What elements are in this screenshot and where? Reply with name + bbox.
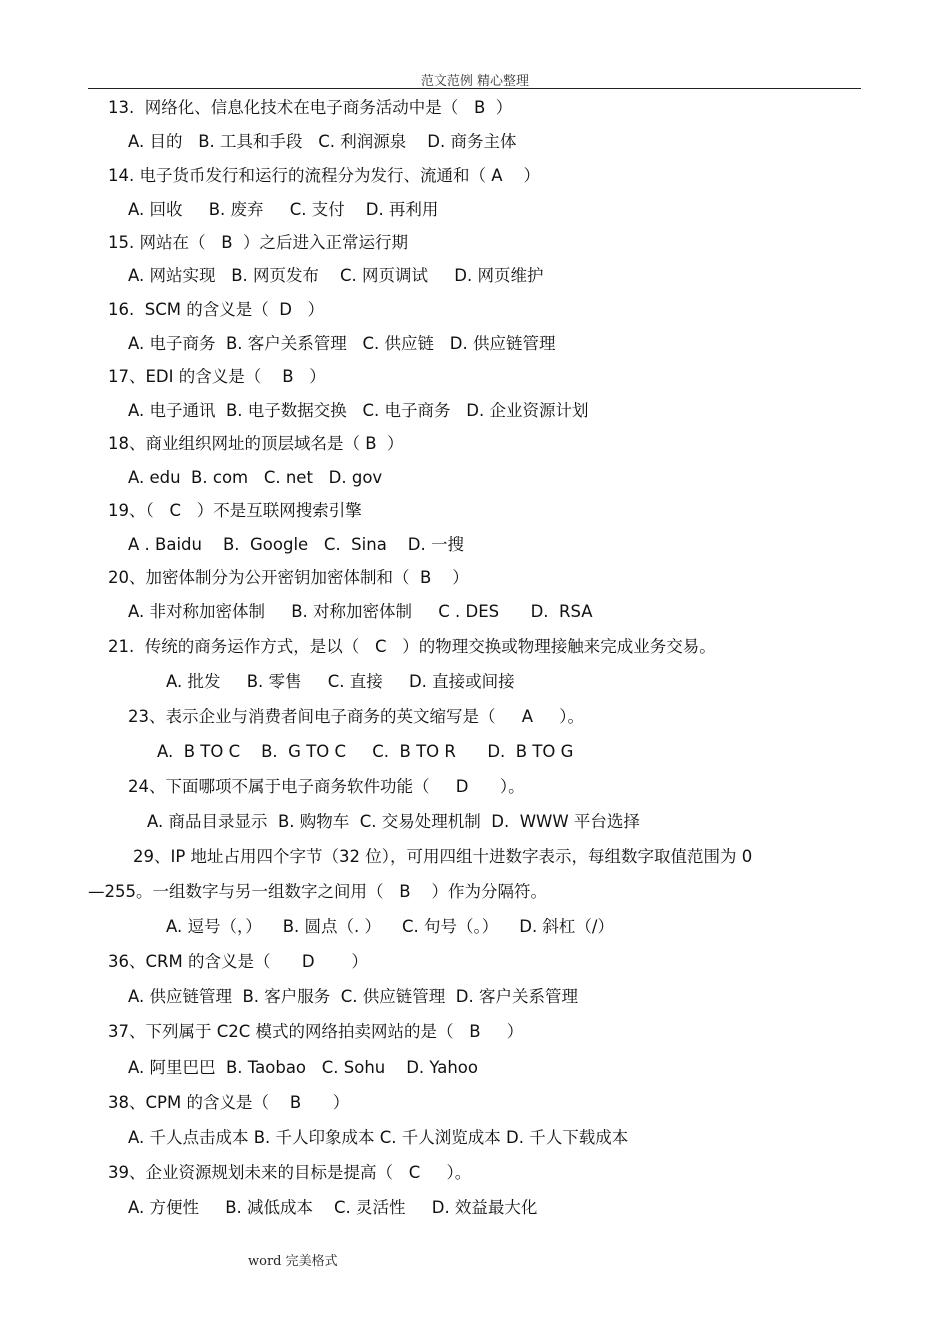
- options-17: A. 电子通讯 B. 电子数据交换 C. 电子商务 D. 企业资源计划: [128, 401, 589, 420]
- options-18: A. edu B. com C. net D. gov: [128, 468, 383, 487]
- options-13: A. 目的 B. 工具和手段 C. 利润源泉 D. 商务主体: [128, 132, 517, 151]
- options-36: A. 供应链管理 B. 客户服务 C. 供应链管理 D. 客户关系管理: [128, 987, 578, 1006]
- options-24: A. 商品目录显示 B. 购物车 C. 交易处理机制 D. WWW 平台选择: [147, 812, 640, 831]
- question-14: 14. 电子货币发行和运行的流程分为发行、流通和（ A ）: [108, 166, 540, 185]
- options-23: A. B TO C B. G TO C C. B TO R D. B TO G: [157, 742, 574, 761]
- options-29: A. 逗号（，） B. 圆点（. ） C. 句号（。） D. 斜杠（/）: [166, 917, 614, 936]
- page-footer: word 完美格式: [248, 1254, 338, 1269]
- options-14: A. 回收 B. 废弃 C. 支付 D. 再利用: [128, 200, 439, 219]
- header-rule: [88, 88, 861, 89]
- options-39: A. 方便性 B. 减低成本 C. 灵活性 D. 效益最大化: [128, 1198, 538, 1217]
- question-39: 39、企业资源规划未来的目标是提高（ C ）。: [108, 1163, 472, 1182]
- question-29-cont: —255。一组数字与另一组数字之间用（ B ）作为分隔符。: [88, 882, 548, 901]
- question-19: 19、（ C ）不是互联网搜索引擎: [108, 501, 362, 520]
- question-29: 29、IP 地址占用四个字节（32 位），可用四组十进数字表示，每组数字取值范围为 0: [133, 847, 753, 866]
- options-38: A. 千人点击成本 B. 千人印象成本 C. 千人浏览成本 D. 千人下载成本: [128, 1128, 629, 1147]
- options-16: A. 电子商务 B. 客户关系管理 C. 供应链 D. 供应链管理: [128, 334, 556, 353]
- question-18: 18、商业组织网址的顶层域名是（ B ）: [108, 434, 404, 453]
- question-15: 15. 网站在（ B ）之后进入正常运行期: [108, 233, 409, 252]
- question-20: 20、加密体制分为公开密钥加密体制和（ B ）: [108, 568, 469, 587]
- question-37: 37、下列属于 C2C 模式的网络拍卖网站的是（ B ）: [108, 1022, 524, 1041]
- question-16: 16. SCM 的含义是（ D ）: [108, 300, 325, 319]
- options-19: A . Baidu B. Google C. Sina D. 一搜: [128, 535, 464, 554]
- options-20: A. 非对称加密体制 B. 对称加密体制 C . DES D. RSA: [128, 602, 593, 621]
- options-37: A. 阿里巴巴 B. Taobao C. Sohu D. Yahoo: [128, 1058, 478, 1077]
- question-38: 38、CPM 的含义是（ B ）: [108, 1093, 350, 1112]
- question-36: 36、CRM 的含义是（ D ）: [108, 952, 368, 971]
- page-header: 范文范例 精心整理: [420, 74, 530, 89]
- options-15: A. 网站实现 B. 网页发布 C. 网页调试 D. 网页维护: [128, 266, 544, 285]
- question-13: 13. 网络化、信息化技术在电子商务活动中是（ B ）: [108, 98, 513, 117]
- question-21: 21. 传统的商务运作方式，是以（ C ）的物理交换或物理接触来完成业务交易。: [108, 637, 716, 656]
- question-23: 23、表示企业与消费者间电子商务的英文缩写是（ A ）。: [128, 707, 584, 726]
- question-17: 17、EDI 的含义是（ B ）: [108, 367, 326, 386]
- question-24: 24、下面哪项不属于电子商务软件功能（ D ）。: [128, 777, 525, 796]
- options-21: A. 批发 B. 零售 C. 直接 D. 直接或间接: [166, 672, 515, 691]
